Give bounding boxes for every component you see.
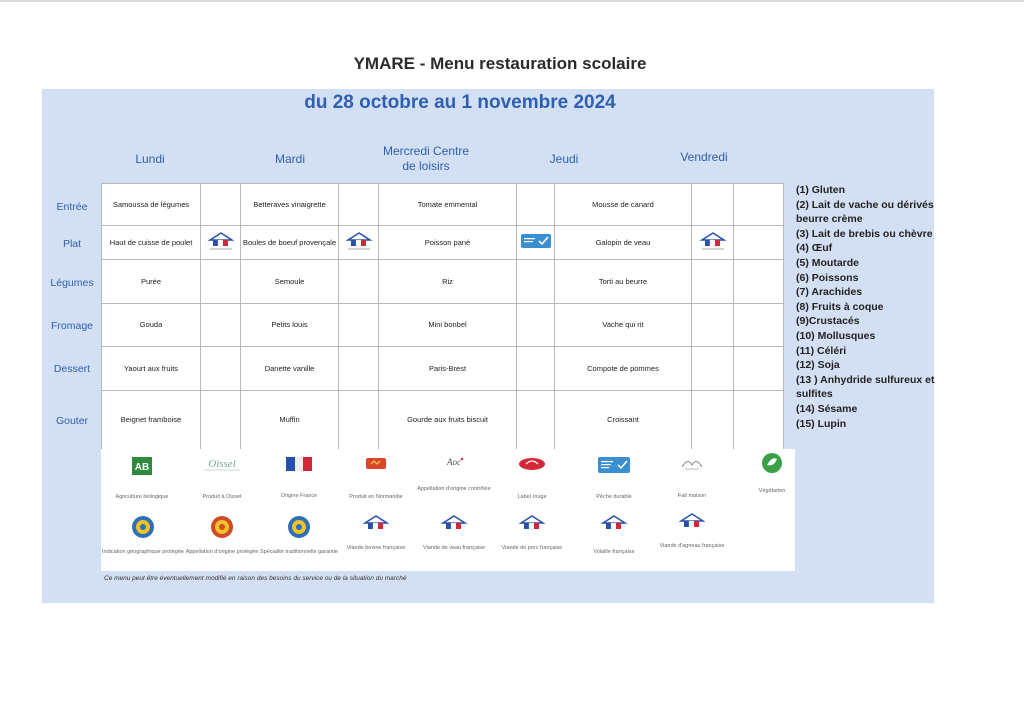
- day-header-mardi: Mardi: [274, 152, 305, 166]
- label-cell: [692, 226, 734, 260]
- stg-seal-icon: [287, 515, 311, 539]
- legend-item: Appellation d'origine protégée: [179, 515, 265, 556]
- menu-cell: [379, 184, 517, 226]
- day-header-jeudi: Jeudi: [549, 152, 579, 166]
- vendredi-cell: [734, 260, 784, 304]
- menu-row-dessert: [102, 347, 784, 391]
- allergen-item: (5) Moutarde: [796, 256, 859, 269]
- label-legend: [101, 449, 795, 571]
- label-cell: [339, 226, 379, 260]
- viande-francaise-icon: [518, 513, 546, 535]
- dish-name: Mousse de canard: [592, 199, 654, 209]
- allergen-item: (15) Lupin: [796, 417, 847, 430]
- volaille-francaise-icon: [600, 513, 628, 535]
- label-cell: [517, 391, 555, 450]
- vendredi-cell: [734, 391, 784, 450]
- menu-cell: [555, 391, 692, 450]
- allergen-item: (3) Lait de brebis ou chèvre: [796, 227, 933, 240]
- row-label-gouter: Gouter: [55, 415, 89, 427]
- menu-cell: [379, 260, 517, 304]
- dish-name: Muffin: [279, 415, 300, 424]
- menu-cell: [555, 304, 692, 347]
- menu-row-fromage: [102, 304, 784, 347]
- msc-logo-icon: [520, 232, 552, 250]
- vendredi-cell: [734, 184, 784, 226]
- dish-name: Gouda: [139, 320, 163, 329]
- day-header-vendredi: Vendredi: [680, 150, 728, 164]
- dish-name: Betteraves vinaigrette: [253, 199, 326, 209]
- dish-name: Danette vanille: [264, 363, 315, 373]
- row-label-dessert: Dessert: [53, 363, 91, 375]
- dish-name: Poisson pané: [424, 237, 471, 247]
- legend-item: Aoc Appellation d'origine contrôlée: [411, 454, 497, 493]
- label-cell: [692, 304, 734, 347]
- menu-cell: [102, 184, 201, 226]
- legend-item: Viande bovine française: [333, 513, 419, 552]
- legend-item: AB Agriculture biologique: [99, 456, 185, 501]
- allergen-item: (11) Céléri: [796, 344, 847, 357]
- viande-francaise-icon: [440, 513, 468, 535]
- label-cell: [517, 184, 555, 226]
- row-label-fromage: Fromage: [50, 320, 93, 332]
- label-cell: [201, 304, 241, 347]
- allergen-item: (14) Sésame: [796, 402, 858, 415]
- ab-logo-icon: [131, 456, 153, 476]
- allergen-item: (6) Poissons: [796, 271, 859, 284]
- dish-name: Haut de cuisse de poulet: [109, 237, 193, 247]
- label-cell: [339, 184, 379, 226]
- allergen-item: (10) Mollusques: [796, 329, 876, 342]
- legend-item: Pêche durable: [571, 456, 657, 501]
- vendredi-cell: [734, 347, 784, 391]
- vendredi-cell: [734, 304, 784, 347]
- label-cell: [339, 391, 379, 450]
- label-cell: [339, 347, 379, 391]
- label-cell: [201, 391, 241, 450]
- svg-text:Aoc: Aoc: [447, 457, 461, 467]
- label-cell: [201, 260, 241, 304]
- dish-name: Purée: [140, 276, 161, 286]
- menu-cell: [555, 184, 692, 226]
- label-cell: [692, 347, 734, 391]
- dish-name: Petits louis: [271, 320, 308, 329]
- menu-cell: [241, 226, 339, 260]
- legend-item: Indication géographique protégée: [100, 515, 186, 556]
- menu-row-legumes: [102, 260, 784, 304]
- dish-name: Beignet framboise: [120, 415, 182, 424]
- day-header-mercredi: Mercredi Centre de loisirs: [382, 144, 470, 173]
- fait-maison-icon: [679, 455, 705, 471]
- french-flag-icon: [286, 457, 312, 471]
- aoc-logo-icon: [440, 454, 468, 470]
- menu-grid: [101, 183, 784, 450]
- viande-francaise-icon: [207, 230, 235, 252]
- label-cell: [201, 184, 241, 226]
- dish-name: Riz: [442, 276, 453, 286]
- legend-item: Fait maison: [649, 455, 735, 500]
- menu-cell: [241, 304, 339, 347]
- label-cell: [692, 260, 734, 304]
- menu-cell: [555, 226, 692, 260]
- menu-row-entree: [102, 184, 784, 226]
- dish-name: Galopin de veau: [595, 237, 651, 247]
- allergen-item: (4) Œuf: [796, 242, 833, 255]
- menu-cell: [555, 260, 692, 304]
- dish-name: Mini bonbel: [428, 320, 467, 329]
- menu-cell: [241, 347, 339, 391]
- row-label-legumes: Légumes: [50, 277, 94, 289]
- viande-francaise-icon: [362, 513, 390, 535]
- legend-item: Label rouge: [489, 456, 575, 501]
- scan-edge-line: [0, 0, 1024, 2]
- menu-cell: [102, 304, 201, 347]
- allergen-item: (8) Fruits à coque: [796, 300, 884, 313]
- dish-name: Tomate emmental: [417, 199, 478, 209]
- label-cell: [339, 260, 379, 304]
- svg-text:Oissel: Oissel: [208, 458, 236, 470]
- igp-seal-icon: [131, 515, 155, 539]
- legend-item: Végétarien: [729, 452, 815, 495]
- vendredi-cell: [734, 226, 784, 260]
- menu-cell: [241, 391, 339, 450]
- row-label-plat: Plat: [62, 238, 82, 250]
- dish-name: Semoule: [274, 276, 305, 286]
- svg-text:AB: AB: [134, 462, 150, 473]
- vegetarien-icon: [761, 452, 783, 474]
- dish-name: Samoussa de légumes: [112, 199, 190, 209]
- row-label-entree: Entrée: [56, 201, 88, 213]
- aop-seal-icon: [210, 515, 234, 539]
- menu-cell: [102, 391, 201, 450]
- label-rouge-icon: [517, 456, 547, 472]
- dish-name: Torti au beurre: [598, 276, 648, 286]
- legend-item: Spécialité traditionnelle garantie: [256, 515, 342, 556]
- dish-name: Boules de boeuf provençale: [243, 237, 336, 247]
- day-header-lundi: Lundi: [135, 152, 165, 166]
- label-cell: [692, 184, 734, 226]
- dish-name: Gourde aux fruits biscuit: [407, 415, 488, 424]
- legend-item: Volaille française: [571, 513, 657, 556]
- label-cell: [201, 226, 241, 260]
- viande-francaise-icon: [699, 230, 727, 252]
- label-cell: [517, 347, 555, 391]
- dish-name: Croissant: [607, 415, 639, 424]
- menu-cell: [379, 304, 517, 347]
- oissel-logo-icon: [200, 456, 244, 472]
- menu-row-gouter: [102, 391, 784, 450]
- viande-francaise-icon: [678, 511, 706, 533]
- menu-subtitle: du 28 octobre au 1 novembre 2024: [304, 92, 616, 113]
- menu-footnote: Ce menu peut être éventuellement modifié en raison des besoins du service ou de la situation du marché: [104, 575, 407, 582]
- normandie-logo-icon: [364, 456, 388, 472]
- menu-cell: [555, 347, 692, 391]
- allergen-list: [796, 183, 936, 431]
- legend-item: Origine France: [256, 457, 342, 500]
- legend-item: Viande d'agneau française: [649, 511, 735, 550]
- menu-cell: [102, 347, 201, 391]
- allergen-item: (13 ) Anhydride sulfureux et sulfites: [796, 373, 935, 401]
- menu-row-plat: [102, 226, 784, 260]
- label-cell: [339, 304, 379, 347]
- allergen-item: (7) Arachides: [796, 286, 863, 299]
- dish-name: Paris-Brest: [428, 363, 467, 373]
- viande-francaise-icon: [345, 230, 373, 252]
- legend-item: Produit en Normandie: [333, 456, 419, 501]
- menu-cell: [241, 184, 339, 226]
- dish-name: Compote de pommes: [587, 363, 659, 373]
- legend-item: Viande de porc française: [489, 513, 575, 552]
- dish-name: Yaourt aux fruits: [123, 363, 179, 373]
- label-cell: [201, 347, 241, 391]
- allergen-item: (2) Lait de vache ou dérivés beurre crème: [796, 198, 934, 226]
- label-cell: [692, 391, 734, 450]
- menu-cell: [241, 260, 339, 304]
- legend-item: Oissel Produit à Oissel: [179, 456, 265, 501]
- page-title: YMARE - Menu restauration scolaire: [353, 54, 647, 73]
- allergen-item: (1) Gluten: [796, 184, 845, 196]
- menu-cell: [102, 226, 201, 260]
- label-cell: [517, 260, 555, 304]
- msc-logo-icon: [597, 456, 631, 474]
- label-cell: [517, 304, 555, 347]
- menu-cell: [379, 226, 517, 260]
- allergen-item: (9)Crustacés: [796, 315, 860, 328]
- legend-item: Viande de veau française: [411, 513, 497, 552]
- label-cell: [517, 226, 555, 260]
- menu-cell: [379, 391, 517, 450]
- menu-cell: [102, 260, 201, 304]
- menu-cell: [379, 347, 517, 391]
- allergen-item: (12) Soja: [796, 359, 840, 372]
- dish-name: Vache qui rit: [602, 320, 644, 329]
